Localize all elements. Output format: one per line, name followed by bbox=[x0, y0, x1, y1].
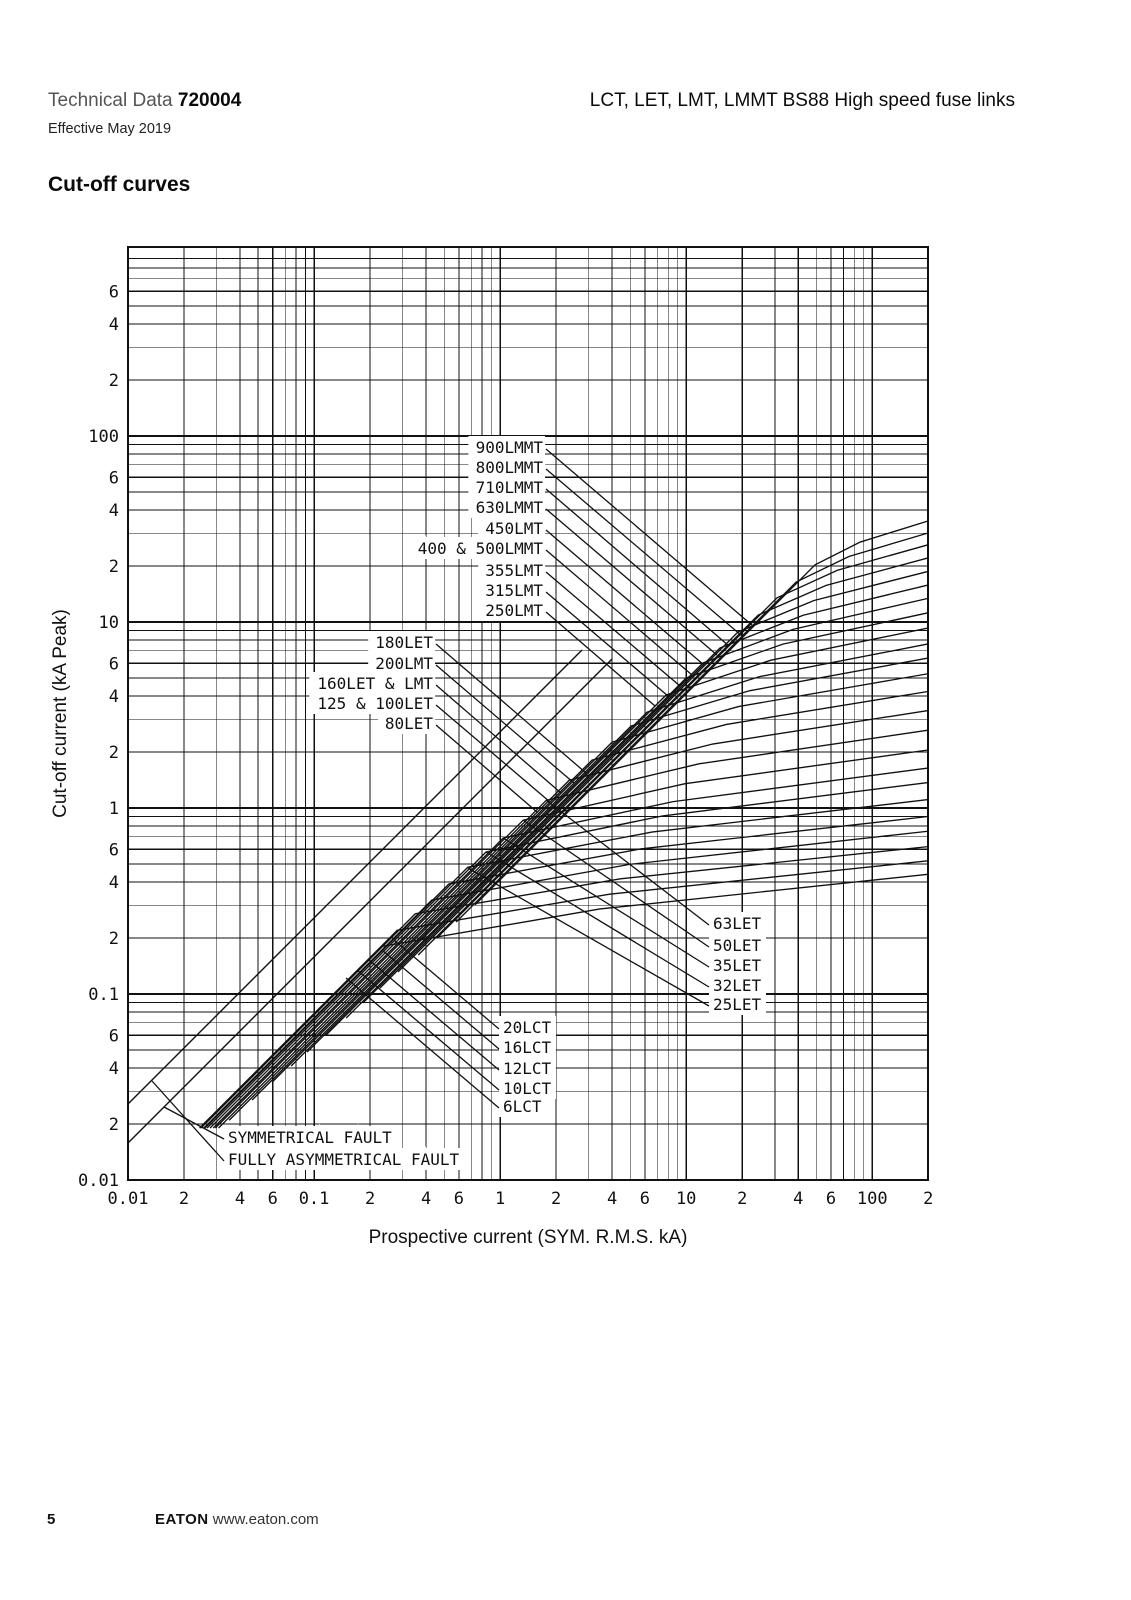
label-leader bbox=[546, 469, 742, 636]
y-tick-label: 6 bbox=[108, 654, 119, 675]
fuse-curve-125100LET bbox=[252, 692, 928, 1101]
x-tick-label: 100 bbox=[856, 1189, 888, 1209]
y-tick-label: 0.1 bbox=[88, 985, 119, 1005]
fuse-curve-12LCT bbox=[201, 847, 928, 1128]
label-leader bbox=[486, 852, 709, 987]
curve-label: 315LMT bbox=[485, 581, 543, 600]
label-leader bbox=[382, 950, 499, 1049]
x-tick-label: 6 bbox=[639, 1189, 651, 1209]
x-axis-title: Prospective current (SYM. R.M.S. kA) bbox=[368, 1227, 688, 1248]
curve-label: 630LMMT bbox=[475, 498, 543, 517]
curve-label: 12LCT bbox=[503, 1059, 552, 1078]
curve-label: 250LMT bbox=[485, 601, 543, 620]
brand-logo-text: EATON bbox=[155, 1511, 209, 1528]
curve-label: 710LMMT bbox=[475, 478, 543, 497]
y-tick-label: 1 bbox=[108, 799, 119, 819]
label-leader bbox=[546, 612, 655, 706]
label-leader bbox=[357, 970, 499, 1090]
x-tick-label: 2 bbox=[551, 1189, 562, 1209]
x-tick-label: 4 bbox=[420, 1189, 432, 1209]
y-tick-label: 2 bbox=[108, 929, 119, 950]
y-tick-label: 0.01 bbox=[78, 1171, 119, 1191]
label-leader bbox=[346, 978, 499, 1108]
fuse-curve-32LET bbox=[210, 783, 928, 1128]
doc-type-label: Technical Data bbox=[48, 90, 178, 111]
label-leader bbox=[546, 530, 704, 665]
doc-number: 720004 bbox=[177, 90, 242, 111]
y-tick-label: 6 bbox=[108, 282, 119, 303]
curve-label: 50LET bbox=[713, 936, 762, 955]
curve-label: 450LMT bbox=[485, 519, 543, 538]
curve-label: 800LMMT bbox=[475, 458, 543, 477]
x-tick-label: 4 bbox=[793, 1189, 804, 1209]
curve-label: 125 & 100LET bbox=[317, 694, 433, 713]
curve-label: 20LCT bbox=[503, 1018, 552, 1037]
fuse-curve-450LMT bbox=[398, 571, 928, 972]
y-tick-label: 2 bbox=[108, 1115, 119, 1136]
y-tick-label: 6 bbox=[108, 468, 119, 489]
y-tick-label: 4 bbox=[108, 501, 119, 522]
label-leader bbox=[468, 868, 709, 1006]
y-tick-label: 100 bbox=[88, 427, 119, 447]
x-tick-label: 2 bbox=[737, 1189, 748, 1209]
curve-label: 35LET bbox=[713, 956, 762, 975]
fuse-curve-35LET bbox=[213, 768, 928, 1128]
y-axis-title: Cut-off current (kA Peak) bbox=[50, 609, 71, 818]
page-number: 5 bbox=[47, 1511, 56, 1528]
curve-label: 400 & 500LMMT bbox=[417, 539, 543, 558]
fuse-curve-80LET bbox=[229, 711, 928, 1121]
curve-label: 80LET bbox=[384, 714, 433, 733]
x-tick-label: 6 bbox=[267, 1189, 278, 1209]
x-tick-label: 2 bbox=[364, 1189, 376, 1209]
curve-label: 160LET & LMT bbox=[317, 674, 433, 693]
curve-label: 200LMT bbox=[375, 654, 433, 673]
curve-label: 32LET bbox=[713, 976, 762, 995]
x-tick-label: 0.01 bbox=[107, 1189, 149, 1209]
x-tick-label: 0.1 bbox=[298, 1189, 330, 1209]
label-leader bbox=[546, 449, 753, 626]
label-leader bbox=[546, 509, 717, 655]
label-leader bbox=[394, 940, 499, 1029]
y-tick-label: 6 bbox=[108, 840, 119, 861]
x-tick-label: 2 bbox=[923, 1189, 934, 1209]
page-title: Cut-off curves bbox=[48, 173, 191, 196]
footer-brand bbox=[155, 1511, 319, 1528]
x-tick-label: 10 bbox=[675, 1189, 697, 1209]
y-tick-label: 2 bbox=[108, 371, 119, 392]
y-tick-label: 4 bbox=[108, 687, 119, 708]
y-tick-label: 4 bbox=[108, 315, 119, 336]
x-tick-label: 4 bbox=[607, 1189, 618, 1209]
curve-label: 25LET bbox=[713, 995, 762, 1014]
curve-label: 63LET bbox=[713, 914, 762, 933]
curve-label: 355LMT bbox=[485, 561, 543, 580]
label-leader bbox=[546, 550, 692, 675]
product-title: LCT, LET, LMT, LMMT BS88 High speed fuse links bbox=[589, 90, 1015, 111]
x-tick-label: 6 bbox=[453, 1189, 464, 1209]
y-tick-label: 4 bbox=[108, 873, 119, 894]
x-tick-label: 2 bbox=[178, 1189, 190, 1209]
fuse-curve-16LCT bbox=[204, 831, 928, 1128]
curve-label: 6LCT bbox=[503, 1097, 542, 1116]
y-tick-label: 10 bbox=[98, 613, 119, 633]
curve-label: SYMMETRICAL FAULT bbox=[228, 1128, 392, 1147]
curve-label: 900LMMT bbox=[475, 438, 543, 457]
label-leader bbox=[546, 592, 668, 696]
x-tick-label: 1 bbox=[494, 1189, 506, 1209]
brand-url: www.eaton.com bbox=[208, 1511, 319, 1528]
x-tick-label: 6 bbox=[825, 1189, 837, 1209]
curve-label: 180LET bbox=[375, 633, 433, 652]
x-tick-label: 4 bbox=[234, 1189, 246, 1209]
y-tick-label: 2 bbox=[108, 557, 119, 578]
curve-label: 16LCT bbox=[503, 1038, 552, 1057]
y-tick-label: 4 bbox=[108, 1059, 119, 1080]
curve-label: FULLY ASYMMETRICAL FAULT bbox=[228, 1150, 460, 1169]
fuse-curve-6LCT bbox=[200, 874, 928, 1128]
effective-date: Effective May 2019 bbox=[48, 121, 172, 137]
y-tick-label: 2 bbox=[108, 743, 119, 764]
curve-label: 10LCT bbox=[503, 1079, 552, 1098]
y-tick-label: 6 bbox=[108, 1026, 119, 1047]
